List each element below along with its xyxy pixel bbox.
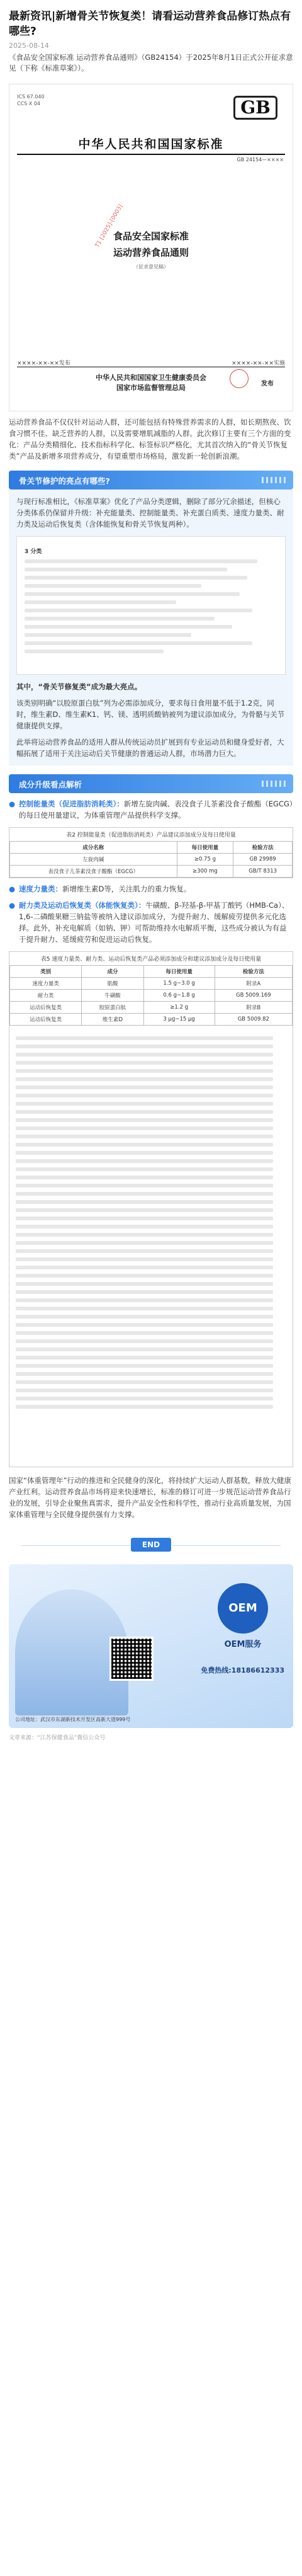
- end-label: END: [131, 1538, 171, 1552]
- oem-title: OEM服务: [224, 1640, 262, 1649]
- implement-date-label: ××××-××-××实施: [232, 360, 285, 367]
- intro-text: 《食品安全国家标准 运动营养食品通则》（GB24154）于2025年8月1日正式公开征求意见（下称《标准草案》）。: [9, 53, 293, 72]
- oem-circle: OEM: [218, 1583, 268, 1634]
- section-1-text: 与现行标准相比，《标准草案》优化了产品分类逻辑，删除了部分冗余描述，但核心分类体系仍保留并升级：补充能量类、控制能量类、补充蛋白质类、速度力量类、耐力类及运动后恢复类（含体能恢复和骨关节恢复两种）。: [16, 497, 284, 529]
- promo-banner[interactable]: [9, 1564, 293, 1728]
- section-banner-1: [9, 471, 293, 489]
- table-1: [9, 827, 293, 878]
- hotline[interactable]: 免费热线:18186612333: [201, 1666, 284, 1674]
- bullet-icon: ●: [9, 799, 16, 808]
- list-item: ● 耐力类及运动后恢复类（体能恢复类）：牛磺酸、β-羟基-β-甲基丁酸钙（HMB-Ca）、1,6-二磷酸果糖三钠盐等被纳入建议添加成分，为提升耐力、缓解疲劳提供多元化选择。此外，补充电解质（如钠、钾）可帮助维持水电解质平衡，这些成分被认为有益于提升耐力、延缓疲劳和促进运动后恢复。: [9, 901, 289, 944]
- table-row: 耐力类 牛磺酸 0.6 g~1.8 g GB 5009.169: [10, 990, 293, 1002]
- table-row: 左旋肉碱 ≥0.75 g GB 29989: [10, 854, 293, 866]
- ics-code: ICS 67.040 CCS X 04: [17, 94, 45, 106]
- issuer-1: 中华人民共和国国家卫生健康委员会: [96, 374, 206, 382]
- section-1-p3: 该类别明确“以胶原蛋白肽”列为必需添加成分，要求每日食用量不低于1.2克，同时，维生素D、维生素K1、钙、镁、透明质酸钠被列为建议添加成分，为骨骼与关节健康提供支撑。: [16, 699, 285, 730]
- seal-icon: [230, 369, 249, 388]
- publish-date-label: ××××-××-××发布: [17, 360, 70, 367]
- section-1-panel: [9, 489, 293, 765]
- section-1-p4: 此举将运动营养食品的适用人群从传统运动员扩展到有专业运动员和健身爱好者，大幅拓展了适用于关注运动后关节健康的普通运动人群，市场潜力巨大。: [16, 738, 284, 758]
- draft-label: （征求意见稿）: [133, 264, 169, 270]
- section-banner-2: [9, 774, 293, 793]
- table-row: 运动后恢复类 胶原蛋白肽 ≥1.2 g 附录B: [10, 1002, 293, 1014]
- watermark: T1 [2025]-[0003]: [94, 203, 125, 249]
- highlight-text: 其中，“骨关节修复类”成为最大亮点。: [16, 682, 142, 691]
- data-table: 成分名称 每日使用量 检验方法 左旋肉碱 ≥0.75 g GB 29989 表没食子儿茶素没食子酸酯（EGCG） ≥300 mg GB/T 8313: [9, 841, 293, 878]
- issue-word: 发布: [261, 381, 274, 387]
- article-title: 最新资讯|新增骨关节恢复类！请看运动营养食品修订热点有哪些?: [9, 10, 291, 38]
- cover-dates: [17, 358, 285, 367]
- banner-dots-icon: [262, 477, 287, 483]
- bullet-icon: ●: [9, 901, 16, 910]
- article-header: [0, 0, 302, 77]
- table-row: 运动后恢复类 维生素D 3 μg~15 μg GB 5009.82: [10, 1014, 293, 1026]
- publish-date: 2025-08-14: [9, 42, 49, 50]
- divider: [17, 154, 285, 155]
- list-item: ● 速度力量类：新增维生素D等，关注肌力的重力恢复。: [9, 884, 191, 893]
- source-note: 文章来源：“江苏保健食品”微信公众号: [9, 1735, 106, 1741]
- table-row: 速度力量类 肌酸 1.5 g~3.0 g 附录A: [10, 978, 293, 990]
- cover-title: 食品安全国家标准: [113, 231, 189, 242]
- qr-code-icon[interactable]: [109, 1637, 154, 1681]
- table-image-continued: [9, 1026, 293, 1467]
- issuer-2: 国家市场监督管理总局: [116, 384, 186, 392]
- table-2: [9, 951, 293, 1467]
- end-marker: [9, 1533, 293, 1558]
- cover-org: 中华人民共和国国家标准: [78, 137, 224, 151]
- table-caption: 表2 控制能量类（促进脂肪消耗类）产品建议添加成分及每日使用量: [66, 832, 236, 839]
- company-address: 公司地址：武汉市东湖新技术开发区高新大道999号: [15, 1717, 131, 1722]
- table-row: 表没食子儿茶素没食子酸酯（EGCG） ≥300 mg GB/T 8313: [10, 866, 293, 878]
- section-title: 骨关节修护的亮点有哪些?: [19, 476, 110, 486]
- paragraph-1: 运动营养食品不仅仅针对运动人群，还可能包括有特殊营养需求的人群，如长期熬夜、饮食习惯不佳、缺乏营养的人群，以及需要增肌减脂的人群。此次修订主要有三个方面的变化：产品分类精细化、技术指标科学化、标签标识严格化，尤其首次纳入的“骨关节恢复类”产品及新增多项营养成分，有望重塑市场格局，激发新一轮创新浪潮。: [9, 418, 291, 461]
- oem-badge: [205, 1583, 281, 1649]
- cover-issuers: [9, 373, 293, 393]
- list-item: ● 控制能量类（促进脂肪消耗类）：新增左旋肉碱、表没食子儿茶素没食子酸酯（EGCG）的每日使用量建议，为体重管理产品提供科学支撑。: [9, 799, 293, 820]
- standard-number: GB 24154—××××: [237, 157, 284, 163]
- standard-cover-image: [9, 84, 293, 411]
- bullet-icon: ●: [9, 884, 16, 893]
- banner-dots-icon: [262, 781, 287, 787]
- data-table: 类别 成分 每日使用量 检验方法 速度力量类 肌酸 1.5 g~3.0 g 附录A 耐力类 牛磺酸 0.6 g~1.8 g GB 5009.169 运动后恢复类 胶原蛋白肽 ≥1.2 g 附录B 运动后恢复类 维生素D 3 μg~15 μg GB 5009.82: [9, 965, 293, 1026]
- closing-paragraph: 国家“体重管理年”行动的推进和全民健身的深化，将持续扩大运动人群基数，释放大健康产业红利。运动营养食品市场将迎来快速增长，标准的修订可进一步规范运动营养食品行业的发展，引导企业聚焦真需求，提升产品安全性和科学性，推动行业高质量发展，为国家体重管理与全民健身提供强有力支撑。: [9, 1476, 291, 1519]
- gb-logo: GB: [233, 96, 277, 120]
- standard-excerpt-image: [16, 536, 286, 675]
- cover-subtitle: 运动营养食品通则: [113, 247, 189, 258]
- section-title: 成分升级看点解析: [19, 780, 82, 789]
- excerpt-heading: 3 分类: [25, 549, 42, 555]
- table-caption: 表5 速度力量类、耐力类、运动后恢复类产品必须添加成分和建议添加成分及每日使用量: [40, 956, 262, 963]
